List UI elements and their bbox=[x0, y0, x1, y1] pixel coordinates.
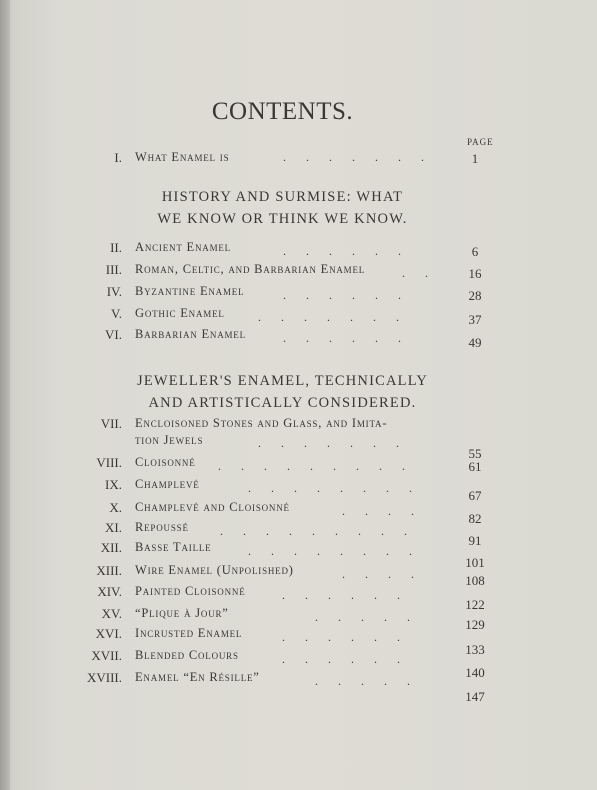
chapter-title: Roman, Celtic, and Barbarian Enamel bbox=[135, 262, 366, 276]
chapter-title: Incrusted Enamel bbox=[135, 626, 243, 640]
leader-dots: ........ bbox=[248, 544, 432, 558]
page-number: 37 bbox=[468, 312, 482, 327]
toc-entry bbox=[0, 563, 597, 588]
chapter-number: VII. bbox=[100, 416, 122, 431]
chapter-title: Wire Enamel (Unpolished) bbox=[135, 563, 294, 577]
page-number: 82 bbox=[468, 511, 482, 526]
chapter-title: Champlevé bbox=[135, 477, 200, 491]
chapter-number: VIII. bbox=[96, 455, 122, 470]
chapter-title: Encloisoned Stones and Glass, and Imita- bbox=[135, 416, 388, 430]
leader-dots: ...... bbox=[282, 588, 420, 602]
toc-entry bbox=[0, 670, 597, 704]
chapter-number: I. bbox=[114, 150, 122, 165]
section-heading-line: WE KNOW OR THINK WE KNOW. bbox=[157, 211, 408, 227]
page-number: 6 bbox=[471, 244, 479, 259]
leader-dots: ..... bbox=[315, 610, 430, 624]
page-number: 147 bbox=[465, 689, 485, 704]
section-heading-line: AND ARTISTICALLY CONSIDERED. bbox=[148, 395, 417, 411]
chapter-title: Repoussé bbox=[135, 520, 189, 534]
chapter-number: XI. bbox=[105, 520, 122, 535]
leader-dots: ....... bbox=[258, 436, 419, 450]
chapter-title: Enamel “En Résille” bbox=[135, 670, 260, 684]
chapter-title: Barbarian Enamel bbox=[135, 327, 246, 341]
chapter-number: III. bbox=[105, 262, 122, 277]
chapter-title: Basse Taille bbox=[135, 540, 212, 554]
chapter-number: II. bbox=[110, 240, 122, 255]
page-column-label: PAGE bbox=[467, 137, 494, 147]
page-number: 91 bbox=[468, 533, 482, 548]
leader-dots: ....... bbox=[283, 150, 444, 164]
page-title: CONTENTS. bbox=[211, 98, 354, 125]
leader-dots: ...... bbox=[283, 288, 421, 302]
toc-entry bbox=[0, 262, 597, 282]
toc-entry bbox=[0, 327, 597, 350]
section-heading-line: JEWELLER'S ENAMEL, TECHNICALLY bbox=[136, 373, 429, 389]
chapter-number: XVII. bbox=[91, 648, 122, 663]
toc-entry bbox=[0, 477, 597, 503]
chapter-title: Painted Cloisonné bbox=[135, 584, 246, 598]
chapter-title: Byzantine Enamel bbox=[135, 284, 245, 298]
leader-dots: .. bbox=[402, 266, 448, 280]
chapter-title: Gothic Enamel bbox=[135, 306, 225, 320]
section-heading-line: HISTORY AND SURMISE: WHAT bbox=[161, 189, 404, 205]
leader-dots: ....... bbox=[258, 310, 419, 324]
leader-dots: .... bbox=[342, 567, 434, 581]
section-heading-history bbox=[0, 186, 565, 230]
page-number: 129 bbox=[465, 617, 485, 632]
page-number: 67 bbox=[468, 488, 482, 503]
page-number: 101 bbox=[465, 555, 485, 570]
leader-dots: ...... bbox=[283, 331, 421, 345]
leader-dots: ...... bbox=[283, 244, 421, 258]
chapter-number: IV. bbox=[106, 284, 122, 299]
toc-entry bbox=[0, 284, 597, 304]
chapter-number: XV. bbox=[101, 606, 122, 621]
chapter-title: Cloisonné bbox=[135, 455, 196, 469]
page-number: 140 bbox=[465, 665, 485, 680]
chapter-title: What Enamel is bbox=[135, 150, 230, 164]
page-number: 49 bbox=[468, 335, 482, 350]
toc-entry bbox=[0, 584, 597, 612]
chapter-title-continuation: tion Jewels bbox=[135, 433, 204, 447]
chapter-number: X. bbox=[109, 500, 122, 515]
page-number: 16 bbox=[468, 266, 482, 281]
page-number: 122 bbox=[465, 597, 485, 612]
chapter-number: V. bbox=[111, 306, 122, 321]
toc-entry bbox=[0, 455, 597, 475]
page-number: 133 bbox=[465, 642, 485, 657]
leader-dots: ..... bbox=[315, 674, 430, 688]
chapter-title: Ancient Enamel bbox=[135, 240, 231, 254]
toc-entry bbox=[0, 500, 597, 526]
toc-entry bbox=[0, 306, 597, 326]
section-heading-jewellers bbox=[0, 370, 565, 414]
chapter-number: XII. bbox=[100, 540, 122, 555]
chapter-number: XVIII. bbox=[86, 670, 122, 685]
leader-dots: ......... bbox=[220, 524, 427, 538]
page-number: 28 bbox=[468, 288, 482, 303]
chapter-title: Blended Colours bbox=[135, 648, 239, 662]
page-number: 108 bbox=[465, 573, 485, 588]
toc-entry bbox=[0, 240, 597, 260]
toc-entry bbox=[0, 150, 597, 170]
chapter-title: Champlevé and Cloisonné bbox=[135, 500, 290, 514]
leader-dots: ...... bbox=[282, 652, 420, 666]
chapter-number: VI. bbox=[105, 327, 122, 342]
chapter-title: “Plique à Jour” bbox=[135, 606, 229, 620]
leader-dots: ...... bbox=[282, 630, 420, 644]
toc-entry bbox=[0, 416, 597, 461]
page-number: 61 bbox=[468, 459, 482, 474]
leader-dots: ........ bbox=[248, 481, 432, 495]
page-number: 55 bbox=[468, 446, 482, 461]
toc-entry bbox=[0, 606, 597, 632]
leader-dots: ......... bbox=[218, 459, 425, 473]
chapter-number: XVI. bbox=[95, 626, 122, 641]
chapter-number: IX. bbox=[105, 477, 122, 492]
chapter-number: XIV. bbox=[97, 584, 122, 599]
chapter-number: XIII. bbox=[96, 563, 122, 578]
page-number: 1 bbox=[471, 151, 479, 166]
leader-dots: .... bbox=[342, 504, 434, 518]
